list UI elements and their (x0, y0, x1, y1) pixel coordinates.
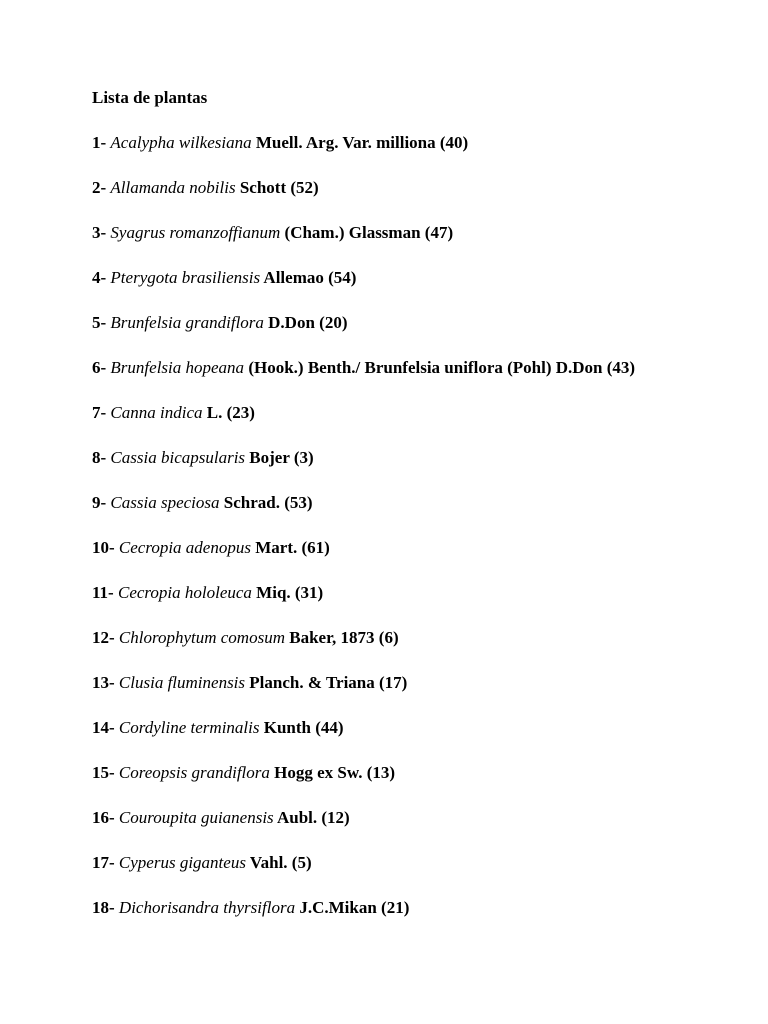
item-number: 7- (92, 403, 111, 422)
plant-list-item (92, 852, 635, 897)
species-name: Coreopsis grandiflora (118, 763, 270, 782)
author-citation: Miq. (31) (251, 583, 324, 602)
plant-list-item (92, 177, 635, 222)
item-number: 9- (92, 493, 111, 512)
item-number: 3- (92, 223, 111, 242)
author-citation: J.C.Mikan (21) (295, 898, 410, 917)
species-name: Cordyline terminalis (118, 718, 260, 737)
author-citation: Vahl. (5) (245, 853, 312, 872)
plant-list (92, 132, 635, 942)
item-number: 15- (92, 763, 119, 782)
author-citation: L. (23) (202, 403, 255, 422)
plant-list-item (92, 222, 635, 267)
item-number: 14- (92, 718, 119, 737)
item-number: 17- (92, 853, 119, 872)
species-name: Canna indica (110, 403, 203, 422)
plant-list-item (92, 492, 635, 537)
species-name: Brunfelsia grandiflora (110, 313, 264, 332)
item-number: 16- (92, 808, 119, 827)
species-name: Cecropia hololeuca (117, 583, 252, 602)
item-number: 12- (92, 628, 119, 647)
item-number: 8- (92, 448, 111, 467)
plant-list-item (92, 807, 635, 852)
species-name: Cyperus giganteus (118, 853, 246, 872)
author-citation: Schrad. (53) (219, 493, 313, 512)
item-number: 18- (92, 898, 119, 917)
author-citation: Hogg ex Sw. (13) (269, 763, 396, 782)
species-name: Syagrus romanzoffianum (110, 223, 281, 242)
plant-list-item (92, 762, 635, 807)
species-name: Clusia fluminensis (118, 673, 246, 692)
author-citation: Allemao (54) (260, 268, 357, 287)
author-citation: Mart. (61) (250, 538, 330, 557)
species-name: Allamanda nobilis (110, 178, 236, 197)
document-title: Lista de plantas (92, 88, 208, 107)
plant-list-item (92, 447, 635, 492)
plant-list-item (92, 897, 635, 942)
author-citation: Baker, 1873 (6) (284, 628, 399, 647)
species-name: Cecropia adenopus (118, 538, 251, 557)
species-name: Dichorisandra thyrsiflora (118, 898, 296, 917)
author-citation: D.Don (20) (263, 313, 348, 332)
species-name: Cassia bicapsularis (110, 448, 246, 467)
species-name: Cassia speciosa (110, 493, 220, 512)
plant-list-item (92, 132, 635, 177)
plant-list-item (92, 537, 635, 582)
plant-list-item (92, 582, 635, 627)
species-name: Brunfelsia hopeana (110, 358, 245, 377)
plant-list-item (92, 672, 635, 717)
author-citation: Aubl. (12) (273, 808, 350, 827)
plant-list-item (92, 267, 635, 312)
author-citation: Muell. Arg. Var. milliona (40) (251, 133, 469, 152)
item-number: 13- (92, 673, 119, 692)
author-citation: (Hook.) Benth./ Brunfelsia uniflora (Pohl) D.Don (43) (244, 358, 636, 377)
author-citation: (Cham.) Glassman (47) (280, 223, 454, 242)
plant-list-item (92, 402, 635, 447)
item-number: 10- (92, 538, 119, 557)
species-name: Chlorophytum comosum (118, 628, 285, 647)
item-number: 1- (92, 133, 111, 152)
item-number: 6- (92, 358, 111, 377)
plant-list-item (92, 357, 635, 402)
author-citation: Kunth (44) (259, 718, 344, 737)
item-number: 5- (92, 313, 111, 332)
item-number: 4- (92, 268, 111, 287)
author-citation: Planch. & Triana (17) (245, 673, 408, 692)
species-name: Couroupita guianensis (118, 808, 274, 827)
species-name: Pterygota brasiliensis (110, 268, 261, 287)
item-number: 2- (92, 178, 111, 197)
plant-list-item (92, 627, 635, 672)
author-citation: Schott (52) (235, 178, 319, 197)
item-number: 11- (92, 583, 118, 602)
species-name: Acalypha wilkesiana (110, 133, 252, 152)
plant-list-item (92, 312, 635, 357)
author-citation: Bojer (3) (245, 448, 314, 467)
plant-list-item (92, 717, 635, 762)
